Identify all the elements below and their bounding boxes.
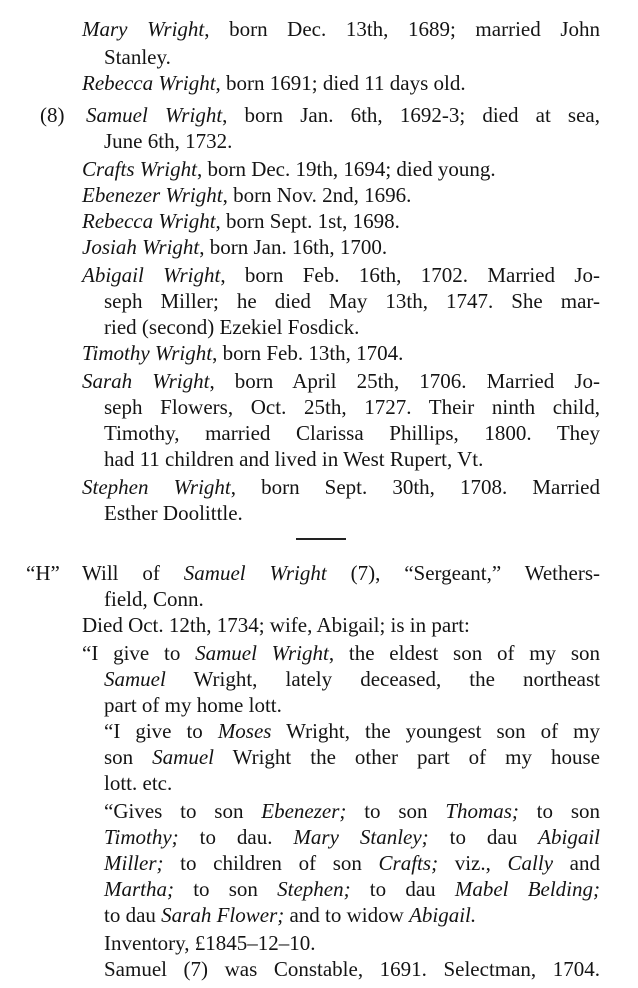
will-quote-1: part of my home lott.: [104, 693, 282, 717]
person-name: Josiah Wright: [82, 235, 200, 259]
person-name: Samuel Wright: [183, 561, 327, 585]
entry-sarah: Sarah Wright, born April 25th, 1706. Married Jo-: [82, 369, 600, 393]
person-name: Mary Wright: [82, 17, 205, 41]
person-name: Ebenezer Wright: [82, 183, 223, 207]
person-name: Sarah Wright: [82, 369, 210, 393]
will-quote-3: Timothy; to dau. Mary Stanley; to dau Abigail: [104, 825, 601, 849]
entry-sarah-cont: seph Flowers, Oct. 25th, 1727. Their ninth child,: [104, 395, 600, 419]
entry-crafts: Crafts Wright, born Dec. 19th, 1694; died young.: [82, 157, 496, 181]
section-divider: [296, 538, 346, 540]
entry-mary: Mary Wright, born Dec. 13th, 1689; married John: [82, 17, 600, 41]
person-name: Crafts Wright: [82, 157, 197, 181]
will-died-line: Died Oct. 12th, 1734; wife, Abigail; is in part:: [82, 613, 470, 637]
entry-stephen: Stephen Wright, born Sept. 30th, 1708. Married: [82, 475, 601, 499]
will-quote-2: son Samuel Wright the other part of my house: [104, 745, 600, 769]
entry-stephen-cont: Esther Doolittle.: [104, 501, 243, 525]
entry-sarah-cont: Timothy, married Clarissa Phillips, 1800. They: [104, 421, 600, 445]
will-quote-3: Martha; to son Stephen; to dau Mabel Belding;: [104, 877, 600, 901]
entry-abigail: Abigail Wright, born Feb. 16th, 1702. Married Jo-: [82, 263, 600, 287]
entry-samuel-cont: June 6th, 1732.: [104, 129, 233, 153]
will-quote-3: to dau Sarah Flower; and to widow Abigail.: [104, 903, 477, 927]
entry-abigail-cont: ried (second) Ezekiel Fosdick.: [104, 315, 360, 339]
will-heading: Will of Samuel Wright (7), “Sergeant,” Wethers-: [82, 561, 600, 585]
entry-number-marker: (8): [40, 103, 65, 127]
entry-rebecca-2: Rebecca Wright, born Sept. 1st, 1698.: [82, 209, 400, 233]
entry-samuel: Samuel Wright, born Jan. 6th, 1692-3; died at sea,: [86, 103, 600, 127]
will-quote-2: lott. etc.: [104, 771, 173, 795]
entry-timothy: Timothy Wright, born Feb. 13th, 1704.: [82, 341, 404, 365]
entry-abigail-cont: seph Miller; he died May 13th, 1747. She mar-: [104, 289, 600, 313]
closing-line: Samuel (7) was Constable, 1691. Selectman, 1704.: [104, 957, 600, 981]
inventory-line: Inventory, £1845–12–10.: [104, 931, 316, 955]
person-name: Samuel Wright: [86, 103, 223, 127]
person-name: Timothy Wright: [82, 341, 213, 365]
person-name: Rebecca Wright: [82, 71, 216, 95]
will-quote-1: “I give to Samuel Wright, the eldest son of my son: [82, 641, 600, 665]
entry-ebenezer: Ebenezer Wright, born Nov. 2nd, 1696.: [82, 183, 412, 207]
entry-mary-cont: Stanley.: [104, 45, 171, 69]
entry-sarah-cont: had 11 children and lived in West Rupert, Vt.: [104, 447, 484, 471]
will-quote-2: “I give to Moses Wright, the youngest son of my: [104, 719, 600, 743]
will-quote-3: “Gives to son Ebenezer; to son Thomas; to son: [104, 799, 601, 823]
person-name: Stephen Wright: [82, 475, 231, 499]
will-quote-3: Miller; to children of son Crafts; viz., Cally and: [104, 851, 601, 875]
entry-josiah: Josiah Wright, born Jan. 16th, 1700.: [82, 235, 388, 259]
will-quote-1: Samuel Wright, lately deceased, the northeast: [104, 667, 600, 691]
entry-rebecca-1: Rebecca Wright, born 1691; died 11 days old.: [82, 71, 466, 95]
will-heading-cont: field, Conn.: [104, 587, 204, 611]
person-name: Rebecca Wright: [82, 209, 216, 233]
person-name: Abigail Wright: [82, 263, 221, 287]
section-marker: “H”: [26, 561, 60, 585]
